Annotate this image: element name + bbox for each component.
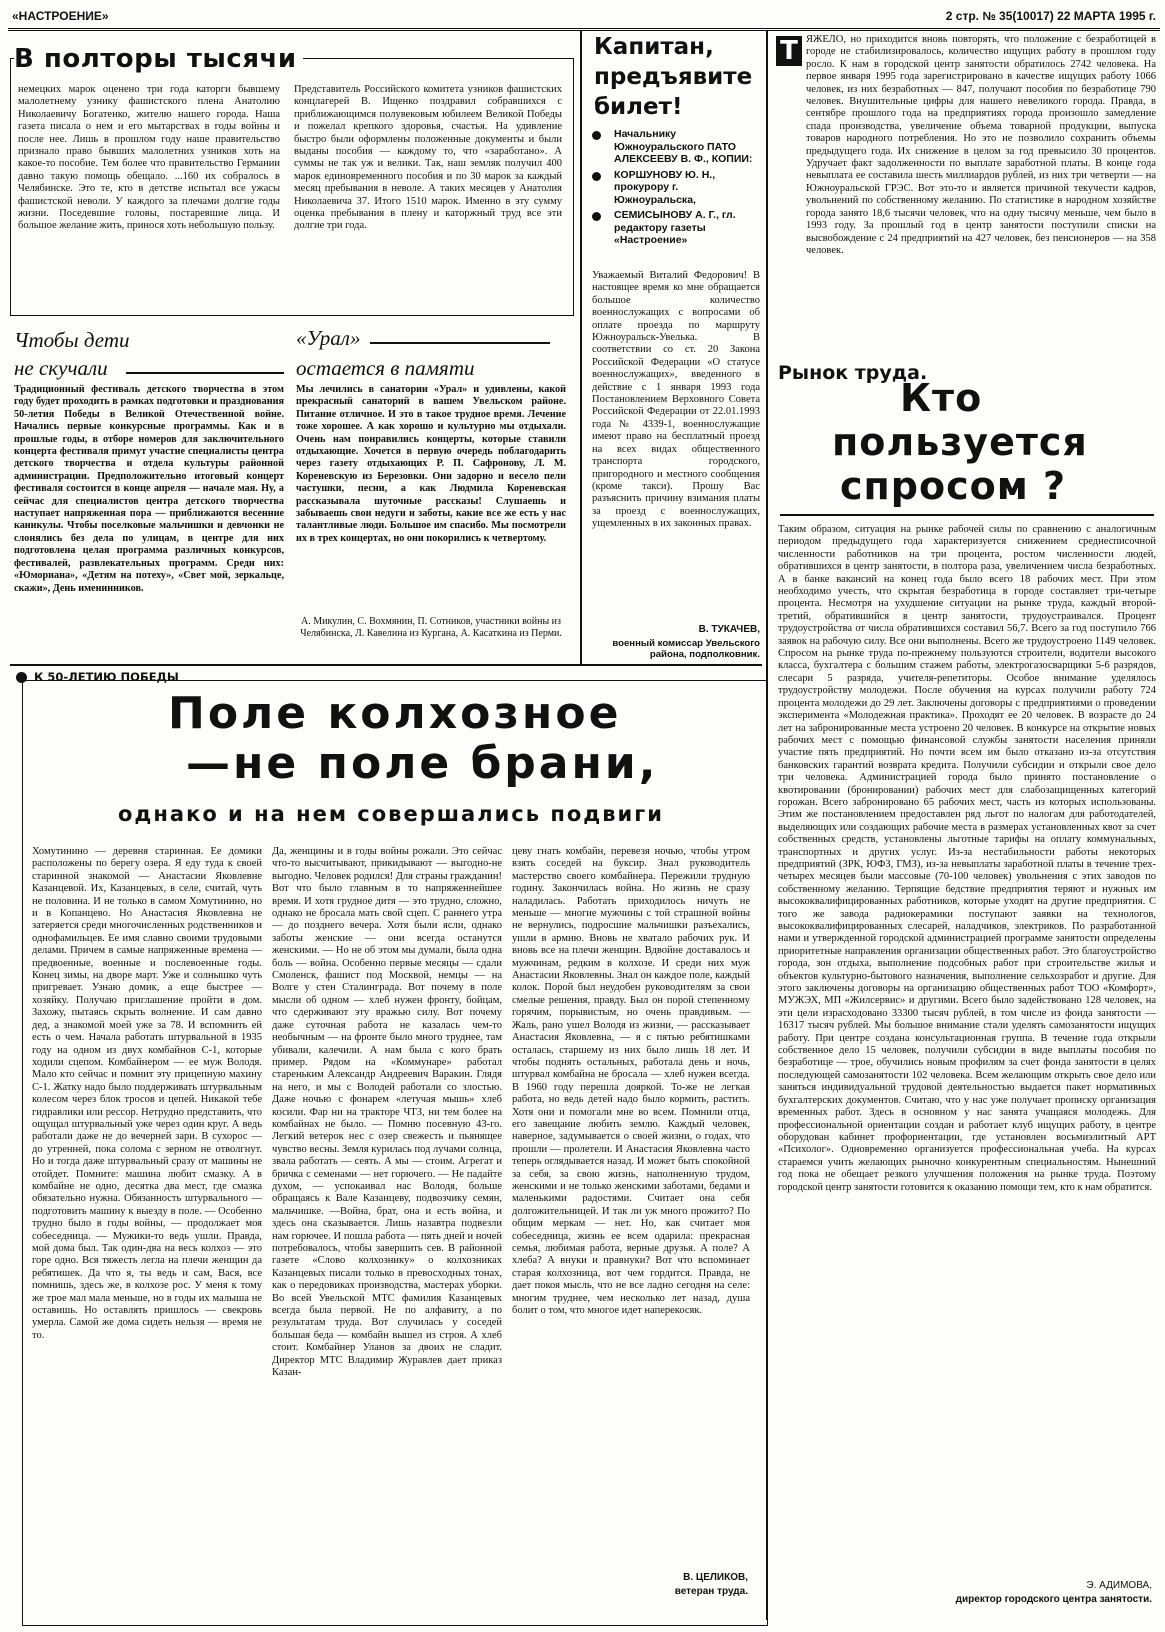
labour-main-text: Таким образом, ситуация на рынке рабочей силы по сравнению с аналогичным периодом предыдущего года характеризуется снижением среднесписочной численности работников на три процента, ростом численности людей, обратившихся в центр занятости, в полтора раза, увеличением числа безработных. А в банке вакансий на конец года было всего 18 рабочих мест. При этом необходимо учесть, что скрытая безработица в городе составляет три-четыре процента. Несмотря на ухудшение ситуации на рынке труда, каждый второй-третий, обратившийся в центр занятости, трудоустраивался. Процент трудоустройства от числа обратившихся составил 56,7. Всего за год поступило 766 заявок на рабочую силу. Все они выполнены. Всего же трудоустроено 1149 человек. Спросом на рынке труда по-прежнему пользуются строители, водители высокого класса, бухгалтера с большим стажем работы, электрогазосварщики 5-6 разрядов, слесари 5 разряда, учителя-репетиторы. Особое внимание уделялось трудоустройству молодежи. После обучения на курсах получили работу 724 процента молодежи до 29 лет. Заключены договоры с предприятиями о проведении эксперимента «Молодежная практика». Проходят ее 20 человек. В возрасте до 24 лет на забронированные места устроено 20 человек. В конкурсе на открытие новых рабочих мест с помощью финансовой службы занятости населения приняли участие пять предприятий. Но почти всем им было отказано из-за отсутствия банковских гарантий возврата кредита. Получили субсидии и открыли свое дело три человека. Администрацией города было принято постановление о квотировании (бронировании) рабочих мест для слабозащищенных категорий горожан. Всего забронировано 65 рабочих мест, часть из которых использованы. Этим же постановлением предоставлен ряд льгот по налогам для работодателей, выделяющих или создающих рабочие места в размерах установленных квот за счет собственных средств, установлены льготные тарифы на оплату коммунальных, транспортных и других услуг. Из-за нестабильности работы некоторых предприятий (ЗРК, ЮФЗ, ГМЗ), из-за невыплаты заработной платы в течение трех-четырех месяцев были массовые (70-100 человек) увольнения с этих заводов по собственному желанию. Терпящие бедствие предприятия теряют и нужных им высококвалифицированных работников, которые уходят на другие предприятия. С того же завода радиокерамики поступают заявки на технологов, высококвалифицированных слесарей, наладчиков, электриков. По разработанной нами и утвержденной городской администрацией программе занятости определены приоритетные направления организации общественных работ. Это благоустройство города, зон отдыха, выполнение подсобных работ при строительстве жилья и объектов культурно-бытового назначения, выполнение сельхозработ и другие. Для этого заключены договоры на организацию общественных работ ТОО «Комфорт», МУЖЭХ, МП «Жилсервис» и другими. Всего было задействовано 128 человек, на эти цели израсходовано 33300 тысяч рублей, в том числе из фонда занятости — 16317 тысяч рублей. Мы большое внимание стали уделять самозанятости ищущих работу. При центре создана консультационная группа. В течение года открыли собственное дело 15 человек, получили субсидии в виде выплаты пособия по безработице — трое, обучились новым профилям за счет фонда занятости в целях последующей самозанятости 102 человека. Всем желающим открыть свое дело или заняться индивидуальной трудовой деятельностью выдается пакет нормативных бухгалтерских документов. Считаю, что у нас уже получает прописку организация временных работ. Здесь в основном у нас занята учащаяся молодежь. Для профессиональной ориентации создан и работает клуб ищущих работу, в центре оборудован кабинет профориентации, где установлен восьмиэлитный АРТ «Психолог». Одновременно организуется профессиональная учеба. На курсах стараемся учить желающих рыночно конкурентным специальностям. Нынешний год пока не обещает резкого улучшения положения на рынке труда. Поэтому городской центр занятости готовится к оказанию помощи тем, кто к нам обратится.	[778, 524, 1156, 1193]
article-field-title-1: Поле колхозное	[168, 688, 622, 739]
article-captain-text: Уважаемый Виталий Федорович! В настоящее время ко мне обращается большое количество военнослужащих с вопросами об оплате проезда по маршруту Южноуральск-Увелька. В соответствии со ст. 20 Закона Российской Федерации «О статусе военнослужащих», введенного в действие с 1 января 1993 года Постановлением Верховного Совета Российской Федерации от 22.01.1993 года № 4339-1, военнослужащие имеют право на бесплатный проезд на всех видах общественного транспорта городского, пригородного и местного сообщения (кроме такси). Прошу Вас разъяснить причину взимания платы за проезд с военнослужащих, ущемленных в их законных правах.	[592, 270, 760, 530]
addressee-item: Начальнику Южноуральского ПАТО АЛЕКСЕЕВУ В. Ф., КОПИИ:	[588, 128, 760, 166]
newspaper-name: «НАСТРОЕНИЕ»	[12, 9, 109, 23]
labour-signature-name: Э. АДИМОВА,	[1086, 1580, 1152, 1591]
field-signature-name: В. ЦЕЛИКОВ,	[683, 1572, 748, 1583]
article-captain-title	[594, 32, 764, 122]
captain-addressees	[588, 128, 760, 250]
article-marks-title: В полторы тысячи	[14, 44, 303, 74]
captain-signature-name: В. ТУКАЧЕВ,	[698, 624, 760, 635]
article-marks-col1: немецких марок оценено три года каторги бывшему малолетнему узнику фашистского плена Анатолию Николаевичу Богатенко, жителю нашего города. Наша газета писала о нем и его мытарствах в годы войны и после нее. Лишь в прошлом году наше правительство признало право бывших малолетних узников хоть на какое-то пособие. Тем более что правительство Германии давно такую помощь обещало. ...160 их собралось в Челябинске. Это те, кто в детстве испытал все ужасы фашистской неволи. У каждого за плечами долгие годы жизни. Поседевшие головы, постаревшие лица. И большое желание жить, принося хоть небольшую пользу.	[18, 84, 280, 232]
labour-signature-role: директор городского центра занятости.	[955, 1594, 1152, 1605]
labour-intro-text: ЯЖЕЛО, но приходится вновь повторять, что положение с безработицей в городе не стабилизировалось, количество ищущих работу в прошлом году росло. К нам в городской центр занятости обратилось 2742 человека. На первое января 1995 года зарегистрировано в качестве ищущих работу 1066 человек, из них безработных — 847, получают пособия по безработице 790 человек. Внушительные цифры для нашего невеликого города. Правда, в сентябре прошлого года на предприятиях города произошло замедление спада производства, увеличение объема товарной продукции, выпуска товаров народного потребления. Но это не позволило сохранить объемы предыдущего года. Их снижение в целом за год превысило 30 процентов. Удручает факт задолженности по выплате заработной платы. В конце года невыплата ее составила шесть миллиардов рублей, из них три четверти — на Южноуральской ГРЭС. Вот это-то и является причиной текучести кадров, увольнений по собственному желанию. По статистике в народном хозяйстве города занято 18,6 тысячи человек, что на одну тысячу меньше, чем было в 1993 году. За прошлый год в центр занятости поступили списки на высвобождение с 24 предприятий на 427 человек, без пенсионеров — на 358 человек.	[806, 34, 1156, 256]
article-ural-title-1: «Урал»	[296, 326, 361, 350]
captain-title-text: Капитан, предъявите билет!	[594, 34, 753, 120]
article-ural-text: Мы лечились в санатории «Урал» и удивлены, какой прекрасный санаторий в вашем Увельском районе. Питание отличное. И это в такое трудное время. Лечение тоже хорошее. А как хорошо и культурно мы отдыхали. Очень нам понравились концерты, которые ставили отдыхающие. Хочется в первую очередь поблагодарить через газету отдыхающих Р. П. Сафронову, Л. М. Кореневскую из Березовки. Они задорно и весело пели частушки, песни, а как Людмила Кореневская рассказывала шуточные рассказы! Слушаешь и забываешь свои недуги и заботы, какие все же есть у нас талантливые люди. Большое им спасибо. Мы посмотрели их в трех концертах, но они покорились к четвертому.	[296, 384, 566, 544]
labour-title-line-1: Кто	[900, 376, 983, 420]
issue-info: 2 стр. № 35(10017) 22 МАРТА 1995 г.	[945, 9, 1156, 23]
article-ural-signature: А. Микулин, С. Вохмянин, П. Сотников, участники войны из Челябинска, Л. Кавелина из Кургана, А. Касаткина из Перми.	[300, 616, 562, 640]
article-field-col1: Хомутинино — деревня старинная. Ее домики расположены по берегу озера. Я еду туда к своей старинной знакомой — Анастасии Яковлевне Казанцевой. Их, Казанцевых, в селе, считай, чуть не половина. И не только в самом Хомутинино, но и в Копанцево. Но Анастасия Яковлевна не затеряется среди многочисленных родственников и однофамильцев. Ее имя славно своими трудовыми делами. Причем в самые напряженные времена — предвоенные, военные и послевоенные годы. Конец зимы, на дворе март. Уже и солнышко чуть пригревает. Узнаю домик, а еще быстрее — хозяйку. Получаю приглашение пройти в дом. Захожу, пытаясь скрыть волнение. И сам давно дед, а знакомой моей уже за 78. И вспомнить ей есть о чем. Начала работать штурвальной в 1935 году на одном из двух комбайнов С-1, которые ходили сцепом. Комбайнером — ее муж Володя. Мало кто сейчас и помнит эту прицепную махину С-1. Жатку надо было поддерживать штурвальным колесом через блок тросов и цепей. Никакой тебе гидравлики или рессор. Нетрудно представить, что ощущал штурвальный уже через один круг. А ведь работали даже не до вечерней зари. В сухорос — до утренней, пока солома с зерном не отволгнут. Но и тогда даже штурвальный сразу от машины не отойдет. Помните: машина любит смазку. А в комбайне не одно, десятка два мест, где смазка обязательно нужна. Обязанность штурвального — подготовить машину к выезду в поле. — Особенно трудно было в годы войны, — продолжает моя собеседница. — Мужики-то ведь ушли. Правда, мой дома был. Так один-два на весь колхоз — это горе одно. Вся тяжесть легла на плечи женщин да ребятишек. Да что я, ты ведь и сам, Вася, все помнишь, здесь же, в колхозе рос. У меня к тому же трое мал мала меньше, но в годы их малыша не оставишь. Но оставлять пришлось — свекровь умерла. Самой же дома сидеть нельзя — время не то.	[32, 846, 262, 1341]
addressee-item: КОРШУНОВУ Ю. Н., прокурору г. Южноуральска,	[588, 169, 760, 207]
rubric-label: К 50-ЛЕТИЮ ПОБЕДЫ	[34, 670, 185, 684]
article-field-subtitle: однако и на нем совершались подвиги	[118, 802, 664, 826]
labour-kicker: Рынок труда.	[778, 362, 928, 384]
running-header	[8, 6, 1160, 31]
dropcap-letter: Т	[776, 36, 802, 66]
article-field-title-2: —не поле брани,	[186, 738, 659, 789]
article-field-col2: Да, женщины и в годы войны рожали. Это сейчас что-то высчитывают, прикидывают — выгодно-не выгодно. Человек родился! Для страны гражданин! Вот что было главным в то напряженнейшее время. И хотя грудное дитя — это трудно, сложно, однако не бросала мать свой сцеп. С раннего утра — до позднего вечера. Хотя были ясли, однако заботы женские — они всегда останутся женскими. — Но не об этом мы думали, была одна боль — война. Особенно первые месяцы — сдали Смоленск, фашист под Москвой, немцы — на Волге у стен Сталинграда. Вот почему в поле мысли об одном — хлеб нужен фронту, бойцам, что сдерживают эту вражью силу. Вот почему даже суточная работа не казалась чем-то необычным — на фронте было много труднее, там убивали, калечили. А нам была с кого брать пример. Рядом на «Коммунаре» работал стареньким Александр Андреевич Варакин. Глядя на него, и мы с Володей работали со злостью. Даже ночью с фонарем «летучая мышь» хлеб косили. Фар ни на тракторе ЧТЗ, ни тем более на комбайнах не было. — Помню посевную 43-го. Легкий ветерок нес с озер свежесть и пьянящее чувство весны. Земля курилась под лучами солнца, звала работать — сеять. А мы — стоим. Агрегат и бричка с семенами — нет горючего. — Не падайте духом, — успокаивал нас Володя, больше обращаясь к Вале Казанцеву, подвозчику семян, мальчишке. —Война, брат, она и есть война, и здесь она сказывается. Лишь назавтра подвезли нам горючее. И пошла работа — пять дней и ночей потребовалось, чтобы завершить сев. В районной газете «Слово колхознику» о колхозниках Казанцевых писали только в превосходных тонах, как о передовиках производства, мастерах уборки. Во всей Увельской МТС фамилия Казанцевых всегда была первой. Не по алфавиту, а по результатам труда. Вот случилась у соседей большая беда — комбайн вышел из строя. А хлеб стоит. Комбайнер Уланов за двоих не сладит. Директор МТС Владимир Журавлев дает приказ Казан-	[272, 846, 502, 1379]
labour-title-rule	[780, 514, 1154, 516]
article-festival-title-1: Чтобы дети	[14, 328, 130, 352]
article-marks-col2: Представитель Российского комитета узников фашистских концлагерей В. Ищенко поздравил собравшихся с приближающимся полувековым юбилеем Великой Победы и пожелал крепкого здоровья, счастья. На удивление быстро были оформлены положенные документы и были выданы пособия — каждому то, что «заработано». А суммы не так уж и велики. Так, наш земляк получил 400 марок единовременного пособия и по 30 марок за каждый месяц пребывания в неволе. А таких месяцев у Анатолия Николаевича 37. Итого 1510 марок. Именно в эту сумму оценка пребывания в плену и каторжный труд все эти долгие три года.	[294, 84, 562, 232]
captain-signature-role: военный комиссар Увельского района, подполковник.	[612, 638, 760, 660]
festival-title-rule	[126, 372, 284, 374]
article-field-col3: цеву гнать комбайн, перевезя ночью, чтобы утром взять соседей на буксир. Знал руководитель мастерство своего комбайнера. Пережили трудную годину. Закончилась война. Но жизнь не сразу наладилась. Работать приходилось ничуть не меньше — многие мужчины с той страшной войны не вернулись, подросшие мальчишки разъехались, ушли в армию. Вновь не хватало рабочих рук. И вновь все на плечи женщин. Вдвойне доставалось и мужчинам, редким в колхозе. И среди них муж Анастасии Яковлевны. Знал он каждое поле, каждый колок. Порой был неудобен руководителям за свои смелые решения, правду. Был он порой степенному горячим, порывистым, но очень правдивым. — Жаль, рано ушел Володя из жизни, — рассказывает Анастасия Яковлевна, — я с пятью ребятишками осталась, старшему из них было лишь 18 лет. И чтобы поднять остальных, работала день и ночь, штурвал комбайна не бросала — хлеб нужен всегда. В 1960 году перешла дояркой. То-же не легкая работа, но ведь детей надо было кормить, растить. Хотя они и помогали мне во всем. Помнили отца, его завещание любить землю. Каждый человек, наверное, задумывается о своей жизни, о годах, что прошли — пролетели. И Анастасия Яковлевна часто теперь оглядывается назад. И может быть спокойной за себя, за свою жизнь, наполненную трудом, женскими и не только женскими заботами, бедами и маленькими радостями. Считает она себя долгожительницей. И так ли уж много прожито? По общим меркам — нет. Но, как считает моя собеседница, жизнь ее всем одарила: прекрасная семья, любимая работа, верные друзья. А поле? А хлеба? А внуки и правнуки? Вот что вспоминает старая колхозница, вот чем гордится. Правда, не дает покоя мысль, что не все ладно сегодня на селе: многим труднее, чем несколько лет назад, душа болит о том, что многое идет наперекосяк.	[512, 846, 750, 1317]
labour-article-top	[776, 34, 1156, 356]
addressee-item: СЕМИСЫНОВУ А. Г., гл. редактору газеты «Настроение»	[588, 209, 760, 247]
article-festival-title-2: не скучали	[14, 356, 108, 380]
labour-title-line-3: спросом ?	[840, 464, 1067, 508]
rubric-rule	[10, 664, 762, 666]
captain-top-rule	[580, 30, 582, 666]
field-signature-role: ветеран труда.	[674, 1586, 748, 1597]
article-ural-title-2: остается в памяти	[296, 356, 475, 380]
labour-title-line-2: пользуется	[832, 420, 1088, 464]
article-festival-text: Традиционный фестиваль детского творчества в этом году будет проходить в рамках подготовки и празднования 50-летия Победы в Великой Отечественной войне. Начались первые конкурсные программы. Как и в прошлые годы, в отборе номеров для заключительного концерта фестиваля примут участие специалисты центра детского творчества и отдела культуры районной администрации. Предположительно итоговый концерт фестиваля состоится в конце апреля — начале мая. Ну, а сейчас для специалистов центра детского творчества наступает напряженная пора — приближаются весенние каникулы. Чтобы поселковые мальчишки и девчонки не слонялись без дела по улицам, в центре для них подготовлена целая программа различных конкурсов, фестивалей, развлекательных программ. Среди них: «Юмориана», «Детям на потеху», «Свет мой, зеркальце, скажи», День именинников.	[14, 384, 284, 594]
ural-title-rule	[370, 342, 550, 344]
